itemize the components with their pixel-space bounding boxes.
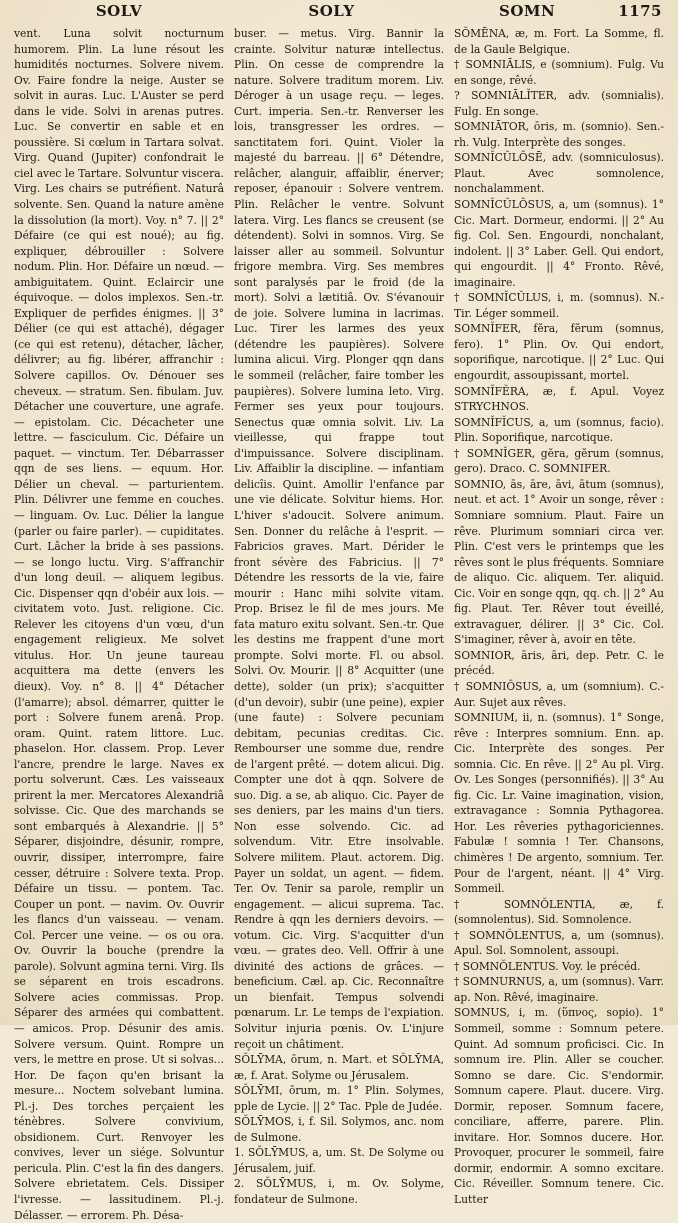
entry-solymus-1: 1. SŎLȲMUS, a, um. St. De Solyme ou Jérusalem, juif.: [234, 1146, 444, 1175]
running-header: [14, 2, 664, 26]
column-middle: [234, 26, 444, 1207]
header-left-guide-word: SOLV: [95, 2, 143, 20]
entry-somnolentus: † SOMNŎLENTUS, a, um (somnus). Apul. Sol. Somnolent, assoupi.: [454, 928, 664, 958]
header-right-guide-word: SOMN: [499, 2, 556, 20]
entry-solyma: SŎLȲMA, ōrum, n. Mart. et SŎLȲMA, æ, f. Arat. Solyme ou Jérusalem.: [234, 1053, 444, 1082]
entry-paragraph: buser. — metus. Virg. Bannir la crainte. Solvitur naturæ intellectus. Plin. On cesse de comprendre la nature. Solvere traditum morem. Liv. Déroger à un usage reçu. — leges. Curt. imperia. Sen.-tr. Renverser les lois, transgresser les ordres. — sanctitatem fori. Quint. Violer la majesté du barreau. || 6° Détendre, relâcher, alanguir, affaiblir, énerver; reposer, épanouir : Solvere ventrem. Plin. Relâcher le ventre. Solvunt latera. Virg. Les flancs se creusent (se détendent). Solvi in somnos. Virg. Se laisser aller au sommeil. Solvuntur frigore membra. Virg. Ses membres sont paralysés par le froid (de la mort). Solvi a lætitiâ. Ov. S'évanouir de joie. Solvere lumina in lacrimas. Luc. Tirer les larmes des yeux (détendre les paupières). Solvere lumina alicui. Virg. Plonger qqn dans le sommeil (relâcher, faire tomber les paupières). Solvere lumina leto. Virg. Fermer ses yeux pour toujours. Senectus quæ omnia solvit. Liv. La vieillesse, qui frappe tout d'impuissance. Solvere disciplinam. Liv. Affaiblir la discipline. — infantiam delicîis. Quint. Amollir l'enfance par une vie délicate. Solvitur hiems. Hor. L'hiver s'adoucit. Solvere animum. Sen. Donner du relâche à l'esprit. — Fabricios graves. Mart. Dérider le front sévère des Fabricius. || 7° Détendre les ressorts de la vie, faire mourir : Hanc mihi solvite vitam. Prop. Brisez le fil de mes jours. Me fata maturo exitu solvant. Sen.-tr. Que les destins me frappent d'une mort prompte. Solvi morte. Fl. ou absol. Solvi. Ov. Mourir. || 8° Acquitter (une dette), solder (un prix); s'acquitter (d'un devoir), subir (une peine), expier (une faute) : Solvere pecuniam debitam, pecunias creditas. Cic. Rembourser une somme due, rendre de l'argent prêté. — dotem alicui. Dig. Compter une dot à qqn. Solvere de suo. Dig. a se, ab aliquo. Cic. Payer de ses deniers, par les mains d'un tiers. Non esse solvendo. Cic. ad solvendum. Vitr. Etre insolvable. Solvere militem. Plaut. actorem. Dig. Payer un soldat, un agent. — fidem. Ter. Ov. Tenir sa parole, remplir un engagement. — alicui suprema. Tac. Rendre à qqn les derniers devoirs. — votum. Cic. Virg. S'acquitter d'un vœu. — grates deo. Vell. Offrir à une divinité des actions de grâces. — beneficium. Cæl. ap. Cic. Reconnaître un bienfait. Tempus solvendi pœnarum. Lr. Le temps de l'expiation. Solvitur injuria pœnis. Ov. L'injure reçoit un châtiment.: [234, 27, 444, 1051]
text-columns: [14, 26, 664, 1222]
entry-somnificus: SOMNĬFĬCUS, a, um (somnus, facio). Plin. Soporifique, narcotique.: [454, 415, 664, 445]
entry-somnolentia: † SOMNŎLENTIA, æ, f. (somnolentus). Sid. Somnolence.: [454, 897, 664, 927]
column-right: [454, 26, 664, 1207]
column-left: [14, 26, 224, 1222]
entry-somniculus: † SOMNĬCŬLUS, i, m. (somnus). N.-Tir. Léger sommeil.: [454, 291, 664, 320]
entry-somnurnus: † SOMNURNUS, a, um (somnus). Varr. ap. Non. Rêvé, imaginaire.: [454, 975, 664, 1004]
entry-solymi: SŎLȲMI, ōrum, m. 1° Plin. Solymes, pple de Lycie. || 2° Tac. Pple de Judée.: [234, 1084, 444, 1113]
entry-somniosus: † SOMNIŌSUS, a, um (somnium). C.-Aur. Sujet aux rêves.: [454, 679, 664, 709]
header-right-group: [439, 2, 664, 20]
entry-somnio: SOMNIO, ās, āre, āvi, ātum (somnus), neut. et act. 1° Avoir un songe, rêver : Somniare somnium. Plaut. Faire un rêve. Plurimum somniari circa ver. Plin. C'est vers le printemps que les rêves sont le plus fréquents. Somniare de aliquo. Cic. aliquem. Ter. aliquid. Cic. Voir en songe qqn, qq. ch. || 2° Au fig. Plaut. Ter. Rêver tout éveillé, extravaguer, délirer. || 3° Cic. Col. S'imaginer, rêver à, avoir en tête.: [454, 477, 664, 647]
entry-somniator: SOMNIĀTOR, ōris, m. (somnio). Sen.-rh. Vulg. Interprète des songes.: [454, 120, 664, 149]
entry-somnialiter: ? SOMNIĀLĬTER, adv. (somnialis). Fulg. En songe.: [454, 89, 664, 118]
entry-somnolentus-ref: † SOMNŎLENTUS. Voy. le précéd.: [454, 959, 641, 973]
entry-somnium: SOMNIUM, ii, n. (somnus). 1° Songe, rêve : Interpres somnium. Enn. ap. Cic. Interprète des songes. Per somnia. Cic. En rêve. || 2° Au pl. Virg. Ov. Les Songes (personnifiés). || 3° Au fig. Cic. Lr. Vaine imagination, vision, extravagance : Somnia Pythagorea. Hor. Les rêveries pythagoriciennes. Fabulæ ! somnia ! Ter. Chansons, chimères ! De argento, somnium. Ter. Pour de l'argent, néant. || 4° Virg. Sommeil.: [454, 711, 664, 896]
entry-somnior: SOMNIOR, āris, āri, dep. Petr. C. le précéd.: [454, 648, 664, 678]
entry-somnifer: SOMNĬFER, fĕra, fĕrum (somnus, fero). 1° Plin. Ov. Qui endort, soporifique, narcotique. || 2° Luc. Qui engourdit, assoupissant, mortel.: [454, 322, 664, 383]
entry-somniculose: SOMNĬCŬLŌSĒ, adv. (somniculosus). Plaut. Avec somnolence, nonchalamment.: [454, 151, 664, 196]
header-center-guide-word: SOLY: [308, 2, 355, 20]
entry-somena: SŎMĒNA, æ, m. Fort. La Somme, fl. de la Gaule Belgique.: [454, 27, 664, 56]
entry-somniger: † SOMNĬGER, gĕra, gĕrum (somnus, gero). Draco. C. SOMNIFER.: [454, 446, 664, 476]
entry-solymus-2: 2. SŎLȲMUS, i, m. Ov. Solyme, fondateur de Sulmone.: [234, 1177, 444, 1207]
entry-somnifera: SOMNĬFĔRA, æ, f. Apul. Voyez STRYCHNOS.: [454, 384, 664, 414]
entry-somnialis: † SOMNIĀLIS, e (somnium). Fulg. Vu en songe, rêvé.: [454, 58, 664, 87]
entry-solymos: SŎLȲMOS, i, f. Sil. Solymos, anc. nom de Sulmone.: [234, 1115, 444, 1144]
page-number: 1175: [618, 2, 662, 20]
entry-somnus: SOMNUS, i, m. (ὕπνος, sopio). 1° Sommeil, somme : Somnum petere. Quint. Ad somnum proficisci. Cic. In somnum ire. Plin. Aller se coucher. Somno se dare. Cic. S'endormir. Somnum capere. Plaut. ducere. Virg. Dormir, reposer. Somnum facere, conciliare, afferre, parere. Plin. invitare. Hor. Somnos ducere. Hor. Provoquer, procurer le sommeil, faire dormir, endormir. A somno excitare. Cic. Réveiller. Somnum tenere. Cic. Lutter: [454, 1006, 664, 1207]
entry-somniculosus: SOMNĬCŬLŌSUS, a, um (somnus). 1° Cic. Mart. Dormeur, endormi. || 2° Au fig. Col. Sen. Engourdi, nonchalant, indolent. || 3° Laber. Gell. Qui endort, qui engourdit. || 4° Fronto. Rêvé, imaginaire.: [454, 198, 664, 289]
entry-paragraph: vent. Luna solvit nocturnum humorem. Plin. La lune résout les humidités nocturnes. Solvere nivem. Ov. Faire fondre la neige. Auster se solvit in auras. Luc. L'Auster se perd dans le vide. Solvi in arenas putres. Luc. Se convertir en sable et en poussière. Si cœlum in Tartara solvat. Virg. Quand (Jupiter) confondrait le ciel avec le Tartare. Solvuntur viscera. Virg. Les chairs se putréfient. Naturâ solvente. Sen. Quand la nature amène la dissolution (la mort). Voy. n° 7. || 2° Défaire (ce qui est noué); au fig. expliquer, débrouiller : Solvere nodum. Plin. Hor. Défaire un nœud. — ambiguitatem. Quint. Eclaircir une équivoque. — dolos implexos. Sen.-tr. Expliquer de perfides énigmes. || 3° Délier (ce qui est attaché), dégager (ce qui est retenu), détacher, lâcher, délivrer; au fig. libérer, affranchir : Solvere capillos. Ov. Dénouer ses cheveux. — stratum. Sen. fibulam. Juv. Détacher une couverture, une agrafe. — epistolam. Cic. Décacheter une lettre. — fasciculum. Cic. Défaire un paquet. — vinctum. Ter. Débarrasser qqn de ses liens. — equum. Hor. Délier un cheval. — parturientem. Plin. Délivrer une femme en couches. — linguam. Ov. Luc. Délier la langue (parler ou faire parler). — cupiditates. Curt. Lâcher la bride à ses passions. — se longo luctu. Virg. S'affranchir d'un long deuil. — aliquem legibus. Cic. Dispenser qqn d'obéir aux lois. — civitatem voto. Just. religione. Cic. Relever les citoyens d'un vœu, d'un engagement religieux. Me solvet vitulus. Hor. Un jeune taureau acquittera ma dette (envers les dieux). Voy. n° 8. || 4° Détacher (l'amarre); absol. démarrer, quitter le port : Solvere funem arenâ. Prop. oram. Quint. ratem littore. Luc. phaselon. Hor. classem. Prop. Lever l'ancre, prendre le large. Naves ex portu solverunt. Cæs. Les vaisseaux prirent la mer. Mercatores Alexandriâ solvisse. Cic. Que des marchands se sont embarqués à Alexandrie. || 5° Séparer, disjoindre, désunir, rompre, ouvrir, dissiper, interrompre, faire cesser, détruire : Solvere texta. Prop. Défaire un tissu. — pontem. Tac. Couper un pont. — navim. Ov. Ouvrir les flancs d'un vaisseau. — venam. Col. Percer une veine. — os ou ora. Ov. Ouvrir la bouche (prendre la parole). Solvunt agmina terni. Virg. Ils se séparent en trois escadrons. Solvere acies commissas. Prop. Séparer des armées qui combattent. — amicos. Prop. Désunir des amis. Solvere versum. Quint. Rompre un vers, le mettre en prose. Ut si solvas... Hor. De façon qu'en brisant la mesure... Noctem solvebant lumina. Pl.-j. Des torches perçaient les ténèbres. Solvere convivium, obsidionem. Curt. Renvoyer les convives, lever un siége. Solvuntur pericula. Plin. C'est la fin des dangers. Solvere ebrietatem. Cels. Dissiper l'ivresse. — lassitudinem. Pl.-j. Délasser. — errorem. Ph. Désa-: [14, 27, 224, 1222]
